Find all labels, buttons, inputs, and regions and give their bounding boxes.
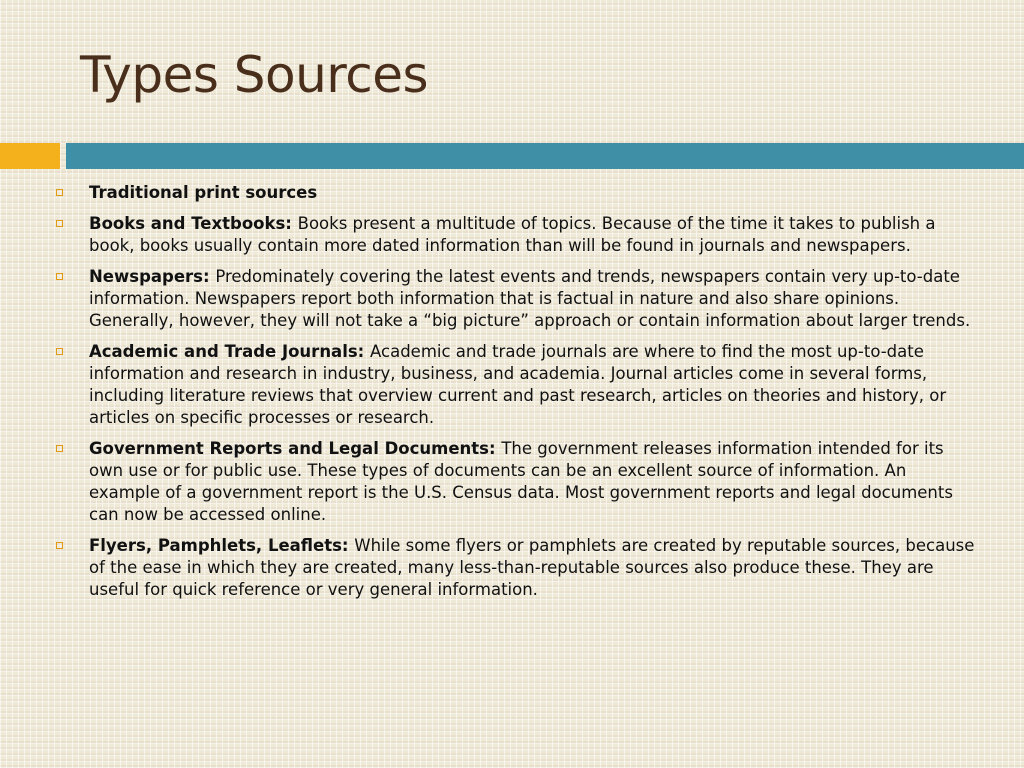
- square-bullet-icon: [56, 348, 63, 355]
- item-heading: Academic and Trade Journals:: [89, 342, 371, 361]
- bullet-list: [50, 182, 975, 610]
- item-text: While some flyers or pamphlets are created by reputable sources, because of the ease in which they are created, many less-than-reputable sources also produce these. They are useful for quick reference or very general information.: [89, 536, 975, 599]
- item-heading: Government Reports and Legal Documents:: [89, 439, 502, 458]
- item-heading: Books and Textbooks:: [89, 214, 298, 233]
- list-item-journals: [50, 341, 975, 429]
- accent-bar-orange: [0, 143, 60, 169]
- list-item-flyers: [50, 535, 975, 601]
- accent-bar-teal: [66, 143, 1024, 169]
- item-heading: Newspapers:: [89, 267, 216, 286]
- list-item-government-reports: [50, 438, 975, 526]
- slide-title: Types Sources: [80, 46, 429, 104]
- item-heading: Traditional print sources: [89, 183, 318, 202]
- item-text: Academic and trade journals are where to find the most up-to-date information and research in industry, business, and academia. Journal articles come in several forms, including literature reviews that overview current and past research, articles on theories and history, or articles on specific processes or research.: [89, 342, 947, 427]
- item-text: Predominately covering the latest events and trends, newspapers contain very up-to-date information. Newspapers report both information that is factual in nature and also share opinions. Generally, however, they will not take a “big picture” approach or contain information about larger trends.: [89, 267, 971, 330]
- square-bullet-icon: [56, 220, 63, 227]
- square-bullet-icon: [56, 542, 63, 549]
- square-bullet-icon: [56, 445, 63, 452]
- square-bullet-icon: [56, 189, 63, 196]
- list-item-traditional-print: [50, 182, 975, 204]
- item-text: Books present a multitude of topics. Because of the time it takes to publish a book, books usually contain more dated information than will be found in journals and newspapers.: [89, 214, 936, 255]
- list-item-books: [50, 213, 975, 257]
- item-text: The government releases information intended for its own use or for public use. These types of documents can be an excellent source of information. An example of a government report is the U.S. Census data. Most government reports and legal documents can now be accessed online.: [89, 439, 953, 524]
- square-bullet-icon: [56, 273, 63, 280]
- item-heading: Flyers, Pamphlets, Leaflets:: [89, 536, 355, 555]
- list-item-newspapers: [50, 266, 975, 332]
